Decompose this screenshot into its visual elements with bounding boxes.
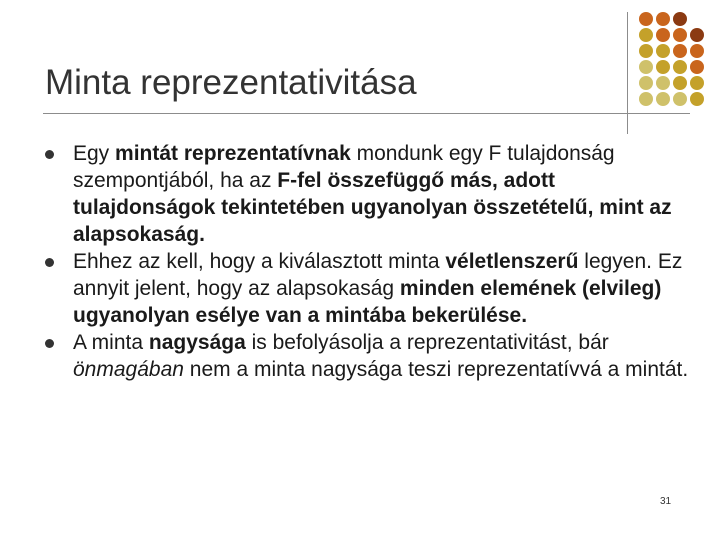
decorative-dot	[673, 76, 687, 90]
decorative-dot	[656, 76, 670, 90]
decorative-dot	[639, 12, 653, 26]
slide-title: Minta reprezentativitása	[45, 63, 417, 102]
decorative-dot	[656, 92, 670, 106]
bullet-text-run: véletlenszerű	[445, 250, 579, 273]
decorative-dot	[673, 12, 687, 26]
decorative-dot	[673, 60, 687, 74]
bullet-text-run: F-fel összefüggő más, adott tulajdonságok tekintetében ugyanolyan összetételű, mint az alapsokaság.	[73, 169, 672, 246]
decorative-dot	[690, 92, 704, 106]
bullet-item	[45, 248, 695, 329]
decorative-dot	[690, 60, 704, 74]
bullet-text-run: legyen. Ez annyit jelent, hogy az alapsokaság	[73, 250, 683, 300]
decorative-dot	[673, 44, 687, 58]
decorative-dot	[690, 76, 704, 90]
decorative-dot	[639, 44, 653, 58]
decorative-dot	[673, 28, 687, 42]
bullet-list	[45, 140, 695, 383]
bullet-text-run: mintát reprezentatívnak	[115, 142, 351, 165]
decorative-dot	[639, 76, 653, 90]
decorative-dot	[673, 92, 687, 106]
bullet-text-run: önmagában	[73, 358, 184, 381]
decorative-dot	[656, 28, 670, 42]
bullet-text-run: Egy	[73, 142, 116, 165]
decorative-dot	[639, 92, 653, 106]
bullet-text-run: Ehhez az kell, hogy a kiválasztott minta	[73, 250, 446, 273]
decorative-dot	[690, 28, 704, 42]
bullet-text-run: minden elemének (elvileg) ugyanolyan esélye van a mintába bekerülése.	[73, 277, 662, 327]
bullet-text-run: nagysága	[148, 331, 246, 354]
bullet-text-run: mondunk egy F tulajdonság szempontjából, ha az	[73, 142, 615, 192]
bullet-dot-icon	[45, 150, 54, 159]
bullet-text-run: nem a minta nagysága teszi reprezentatívvá a mintát.	[183, 358, 689, 381]
bullet-dot-icon	[45, 258, 54, 267]
vertical-divider	[627, 12, 628, 134]
decorative-dot	[690, 44, 704, 58]
decorative-dot	[639, 60, 653, 74]
page-number: 31	[660, 496, 672, 507]
decorative-dot	[656, 60, 670, 74]
bullet-text-run: is befolyásolja a reprezentativitást, bár	[245, 331, 609, 354]
decorative-dot	[656, 44, 670, 58]
decorative-dot	[639, 28, 653, 42]
bullet-item	[45, 140, 695, 248]
title-divider	[43, 113, 690, 114]
bullet-dot-icon	[45, 339, 54, 348]
bullet-text-run: A minta	[73, 331, 149, 354]
decorative-dot	[656, 12, 670, 26]
bullet-item	[45, 329, 695, 383]
decorative-dot-grid	[639, 12, 711, 108]
